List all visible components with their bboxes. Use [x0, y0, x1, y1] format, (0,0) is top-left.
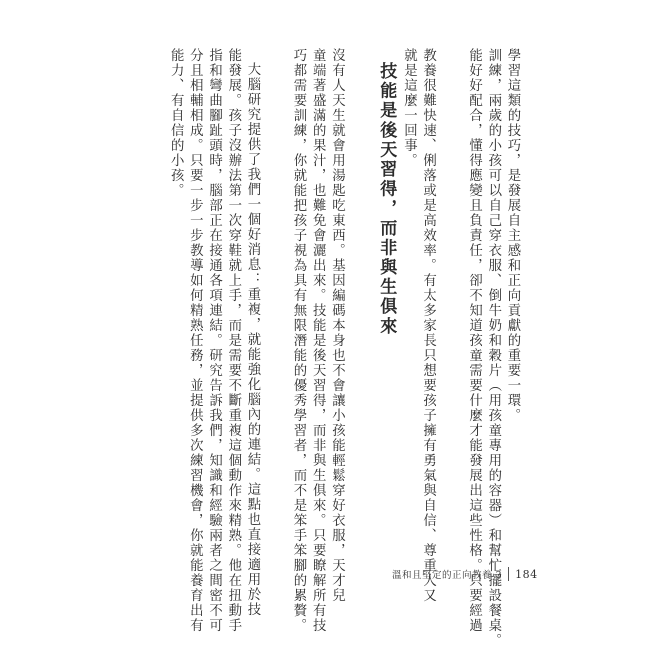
paragraph-line: 分且相輔相成。只要一步一步教導如何精熟任務，並提供多次練習機會，你就能養育出有	[187, 48, 203, 633]
page-footer	[392, 565, 542, 583]
paragraph-line: 能好好配合，懂得應變且負責任，卻不知道孩童需要什麼才能發展出這些性格。只要經過	[466, 48, 482, 633]
paragraph-line: 沒有人天生就會用湯匙吃東西。基因編碼本身也不會讓小孩能輕鬆穿好衣服，天才兒	[329, 48, 345, 603]
section-heading: 技能是後天習得，而非與生俱來	[376, 62, 397, 337]
paragraph-line: 指和彎曲腳趾頭時，腦部正在接通各項連結。研究告訴我們，知識和經驗兩者之間密不可	[206, 48, 222, 633]
paragraph-line: 訓練，兩歲的小孩可以自己穿衣服、倒牛奶和穀片（用孩童專用的容器）和幫忙擺設餐桌。	[485, 48, 501, 648]
paragraph-line: 就是這麼一回事。	[401, 48, 417, 168]
paragraph-line: 能發展。孩子沒辦法第一次穿鞋就上手，而是需要不斷重複這個動作來精熟。他在扭動手	[225, 48, 241, 633]
paragraph-line: 大腦研究提供了我們一個好消息：重複，就能強化腦內的連結。這點也直接適用於技	[244, 62, 260, 617]
footer-divider	[508, 567, 509, 581]
paragraph-line: 學習這類的技巧，是發展自主感和正向貢獻的重要一環。	[505, 48, 520, 423]
page-number: 184	[515, 567, 538, 581]
paragraph-line: 童端著盛滿的果汁，也難免會灑出來。技能是後天習得，而非與生俱來。只要瞭解所有技	[310, 48, 326, 633]
paragraph-line: 巧都需要訓練，你就能把孩子視為具有無限潛能的優秀學習者，而不是笨手笨腳的累贅。	[290, 48, 306, 633]
paragraph-line: 教養很難快速、俐落或是高效率。有太多家長只想要孩子擁有勇氣與自信、尊重人又	[420, 48, 436, 603]
running-book-title: 溫和且堅定的正向教養 3	[392, 570, 503, 581]
paragraph-line: 能力、有自信的小孩。	[168, 48, 184, 198]
